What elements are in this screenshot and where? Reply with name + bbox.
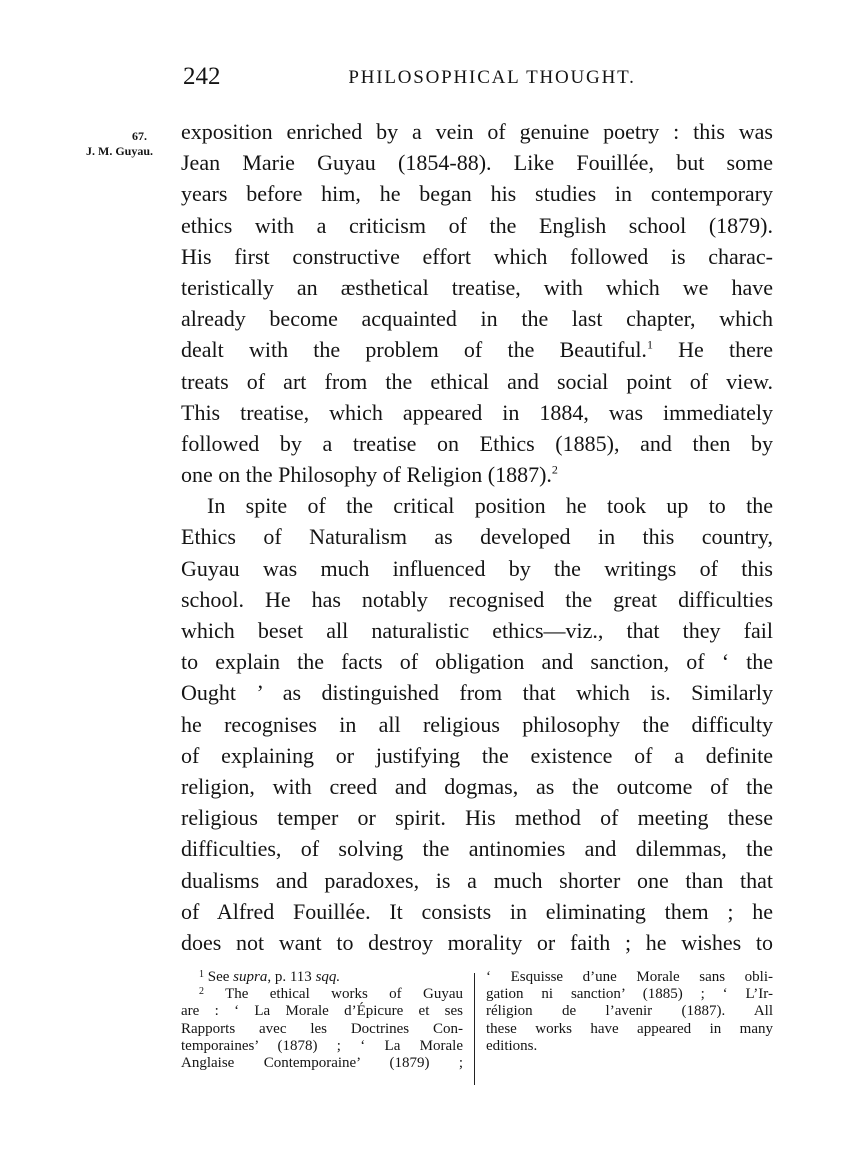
footnote-line: gation ni sanction’ (1885) ; ‘ L’Ir-: [486, 986, 773, 1003]
text-line: already become acquainted in the last chapter, which: [181, 306, 773, 332]
text-line: His first constructive effort which followed is charac-: [181, 243, 773, 269]
text-segment: He there: [678, 337, 773, 363]
text-line: of explaining or justifying the existence of a definite: [181, 742, 773, 768]
text-line: which beset all naturalistic ethics—viz., that they fail: [181, 618, 773, 643]
text-line: ethics with a criticism of the English school (1879).: [181, 212, 773, 238]
text-line: treats of art from the ethical and social point of view.: [181, 368, 773, 394]
footnote-mark: 2: [199, 986, 204, 998]
text-line: years before him, he began his studies in contemporary: [181, 181, 773, 207]
text-line: dualisms and paradoxes, is a much shorter one than that: [181, 867, 773, 893]
footnote-2-start: [181, 986, 463, 1003]
text-line: followed by a treatise on Ethics (1885), and then by: [181, 430, 773, 456]
text-line-with-footnote: [181, 334, 773, 365]
section-label: J. M. Guyau.: [86, 144, 154, 158]
text-line: religious temper or spirit. His method of meeting these: [181, 805, 773, 831]
footnote-line: these works have appeared in many: [486, 1020, 773, 1037]
footnote-text: , p. 113: [267, 969, 316, 985]
text-line: exposition enriched by a vein of genuine poetry : this was: [181, 119, 773, 144]
footnote-ref-2[interactable]: 2: [551, 462, 558, 477]
text-line: In spite of the critical position he took up to the: [207, 493, 773, 519]
footnote-text: See: [207, 969, 234, 985]
footnote-line: ‘ Esquisse d’une Morale sans obli-: [486, 969, 773, 985]
text-line: to explain the facts of obligation and sanction, of ‘ the: [181, 649, 773, 675]
text-line: Jean Marie Guyau (1854-88). Like Fouillée, but some: [181, 150, 773, 176]
footnote-italic: sqq.: [315, 969, 341, 985]
running-head: [183, 62, 771, 92]
text-line-with-footnote: [181, 459, 773, 490]
footnote-line: are : ‘ La Morale d’Épicure et ses: [181, 1003, 463, 1020]
footnote-line: Anglaise Contemporaine’ (1879) ;: [181, 1055, 463, 1072]
footnote-line: temporaines’ (1878) ; ‘ La Morale: [181, 1037, 463, 1054]
footnote-column-right: [486, 969, 773, 1055]
footnote-column-left: [181, 969, 463, 1072]
text-line: Ethics of Naturalism as developed in this country,: [181, 524, 773, 550]
footnote-ref-1[interactable]: 1: [646, 337, 653, 352]
text-line: does not want to destroy morality or faith ; he wishes to: [181, 929, 773, 955]
footnote-1: [181, 969, 463, 986]
text-line: This treatise, which appeared in 1884, was immediately: [181, 399, 773, 425]
text-line: school. He has notably recognised the great difficulties: [181, 586, 773, 612]
text-line: difficulties, of solving the antinomies and dilemmas, the: [181, 836, 773, 862]
body-text: [181, 116, 773, 958]
text-segment: dealt with the problem of the Beautiful.: [181, 337, 647, 363]
margin-note: [86, 129, 181, 159]
footnote-line: Rapports avec les Doctrines Con-: [181, 1020, 463, 1037]
text-segment: one on the Philosophy of Religion (1887).: [181, 462, 552, 488]
page-number: 242: [183, 63, 221, 90]
section-number: 67.: [132, 129, 147, 143]
footnote-line: réligion de l’avenir (1887). All: [486, 1003, 773, 1020]
running-title: PHILOSOPHICAL THOUGHT.: [348, 67, 636, 88]
text-line: Ought ’ as distinguished from that which is. Similarly: [181, 680, 773, 706]
footnote-italic: supra: [233, 969, 268, 985]
text-line: teristically an æsthetical treatise, with which we have: [181, 274, 773, 300]
text-line: religion, with creed and dogmas, as the outcome of the: [181, 773, 773, 799]
footnote-mark: 1: [199, 969, 204, 980]
footnote-divider: [474, 973, 475, 1085]
text-line: Guyau was much influenced by the writings of this: [181, 555, 773, 581]
footnote-text: The ethical works of Guyau: [225, 986, 463, 1003]
footnote-line: editions.: [486, 1037, 538, 1054]
text-line: of Alfred Fouillée. It consists in eliminating them ; he: [181, 898, 773, 924]
text-line: he recognises in all religious philosophy the difficulty: [181, 711, 773, 737]
